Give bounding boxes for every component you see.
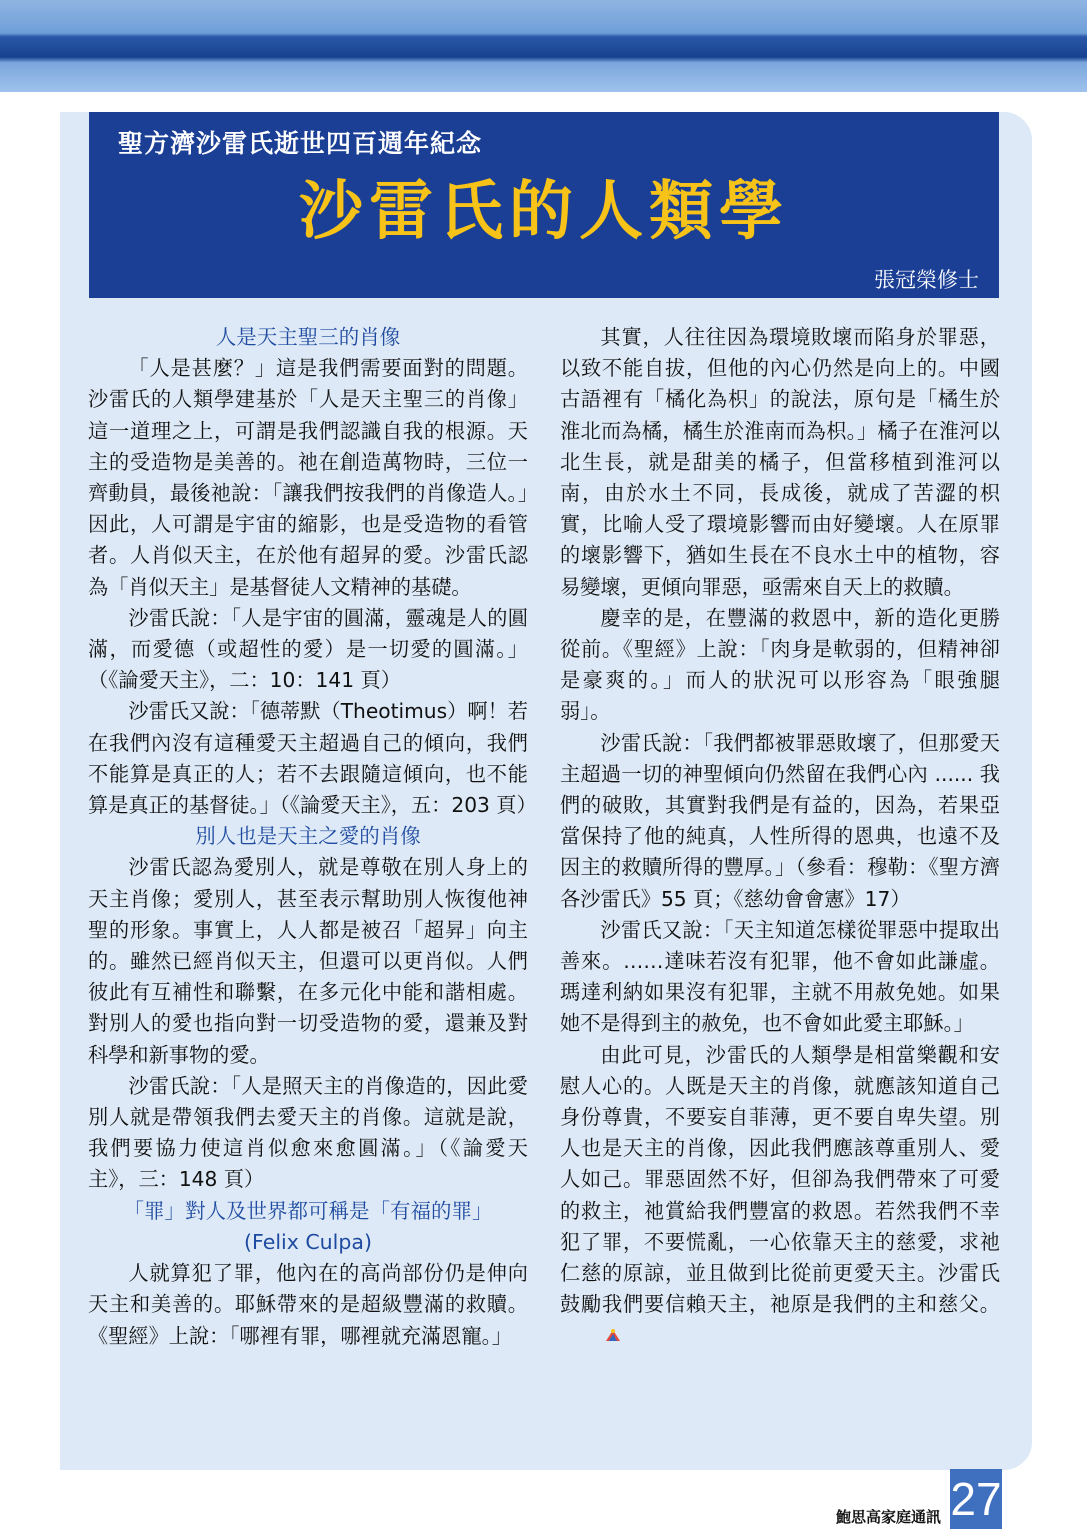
article-title: 沙雷氏的人類學 [299, 174, 789, 249]
left-column [88, 322, 537, 1352]
paragraph: 沙雷氏說：「人是宇宙的圓滿，靈魂是人的圓滿，而愛德（或超性的愛）是一切愛的圓滿。」（《論愛天主》，二：10：141 頁） [88, 605, 528, 693]
section-heading: 別人也是天主之愛的肖像 [195, 824, 421, 849]
series-title: 聖方濟沙雷氏逝世四百週年紀念 [118, 129, 483, 158]
end-mark-icon [564, 1323, 582, 1341]
section-heading: 「罪」對人及世界都可稱是「有福的罪」 [123, 1198, 493, 1223]
paragraph: 慶幸的是，在豐滿的救恩中，新的造化更勝從前。《聖經》上說：「肉身是軟弱的，但精神卻是豪爽的。」而人的狀況可以形容為「眼強腿弱」。 [560, 605, 1000, 724]
top-banner [0, 0, 1087, 92]
author-name: 張冠榮修士 [874, 268, 979, 292]
paragraph: 人就算犯了罪，他內在的高尚部份仍是伸向天主和美善的。耶穌帶來的是超級豐滿的救贖。《聖經》上說：「哪裡有罪，哪裡就充滿恩寵。」 [88, 1261, 528, 1348]
paragraph-text: 由此可見，沙雷氏的人類學是相當樂觀和安慰人心的。人既是天主的肖像，就應該知道自己身份尊貴，不要妄自菲薄，更不要自卑失望。別人也是天主的肖像，因此我們應該尊重別人、愛人如己。罪惡固然不好，但卻為我們帶來了可愛的救主，祂賞給我們豐富的救恩。若然我們不幸犯了罪，不要慌亂，一心依靠天主的慈愛，求祂仁慈的原諒，並且做到比從前更愛天主。沙雷氏鼓勵我們要信賴天主，祂原是我們的主和慈父。 [560, 1042, 1000, 1317]
paragraph: 沙雷氏說：「我們都被罪惡敗壞了，但那愛天主超過一切的神聖傾向仍然留在我們心內 ...... 我們的破敗，其實對我們是有益的，因為，若果亞當保持了他的純真，人性所得的恩典，也遠不及因主的救贖所得的豐厚。」（參看：穆勒：《聖方濟各沙雷氏》55 頁；《慈幼會會憲》17） [560, 730, 1000, 911]
publication-name: 鮑思高家庭通訊 [835, 1508, 941, 1526]
paragraph: 「人是甚麼？」這是我們需要面對的問題。沙雷氏的人類學建基於「人是天主聖三的肖像」這一道理之上，可謂是我們認識自我的根源。天主的受造物是美善的。祂在創造萬物時，三位一齊動員，最後祂說：「讓我們按我們的肖像造人。」因此，人可謂是宇宙的縮影，也是受造物的看管者。人肖似天主，在於他有超昇的愛。沙雷氏認為「肖似天主」是基督徒人文精神的基礎。 [88, 356, 528, 599]
paragraph: 沙雷氏說：「人是照天主的肖像造的，因此愛別人就是帶領我們去愛天主的肖像。這就是說，我們要協力使這肖似愈來愈圓滿。」（《論愛天主》，三：148 頁） [88, 1073, 528, 1192]
right-column [560, 322, 1000, 1352]
paragraph: 沙雷氏又說：「德蒂默（Theotimus）啊！若在我們內沒有這種愛天主超過自己的傾向，我們不能算是真正的人；若不去跟隨這傾向，也不能算是真正的基督徒。」（《論愛天主》，五：203 頁） [88, 699, 537, 818]
page-number: 27 [950, 1469, 1002, 1529]
section-subheading: (Felix Culpa) [244, 1229, 372, 1254]
paragraph: 沙雷氏又說：「天主知道怎樣從罪惡中提取出善來。……達味若沒有犯罪，他不會如此謙虛。瑪達利納如果沒有犯罪，主就不用赦免她。如果她不是得到主的赦免，也不會如此愛主耶穌。」 [560, 917, 1000, 1036]
paragraph [560, 1040, 1000, 1352]
paragraph: 沙雷氏認為愛別人，就是尊敬在別人身上的天主肖像；愛別人，甚至表示幫助別人恢復他神聖的形象。事實上，人人都是被召「超昇」向主的。雖然已經肖似天主，但還可以更肖似。人們彼此有互補性和聯繫，在多元化中能和諧相處。對別人的愛也指向對一切受造物的愛，還兼及對科學和新事物的愛。 [88, 855, 528, 1067]
paragraph: 其實，人往往因為環境敗壞而陷身於罪惡，以致不能自拔，但他的內心仍然是向上的。中國古語裡有「橘化為枳」的說法，原句是「橘生於淮北而為橘，橘生於淮南而為枳。」橘子在淮河以北生長，就是甜美的橘子，但當移植到淮河以南，由於水土不同，長成後，就成了苦澀的枳實，比喻人受了環境影響而由好變壞。人在原罪的壞影響下，猶如生長在不良水土中的植物，容易變壞，更傾向罪惡，亟需來自天上的救贖。 [560, 325, 1000, 599]
section-heading: 人是天主聖三的肖像 [215, 325, 401, 349]
